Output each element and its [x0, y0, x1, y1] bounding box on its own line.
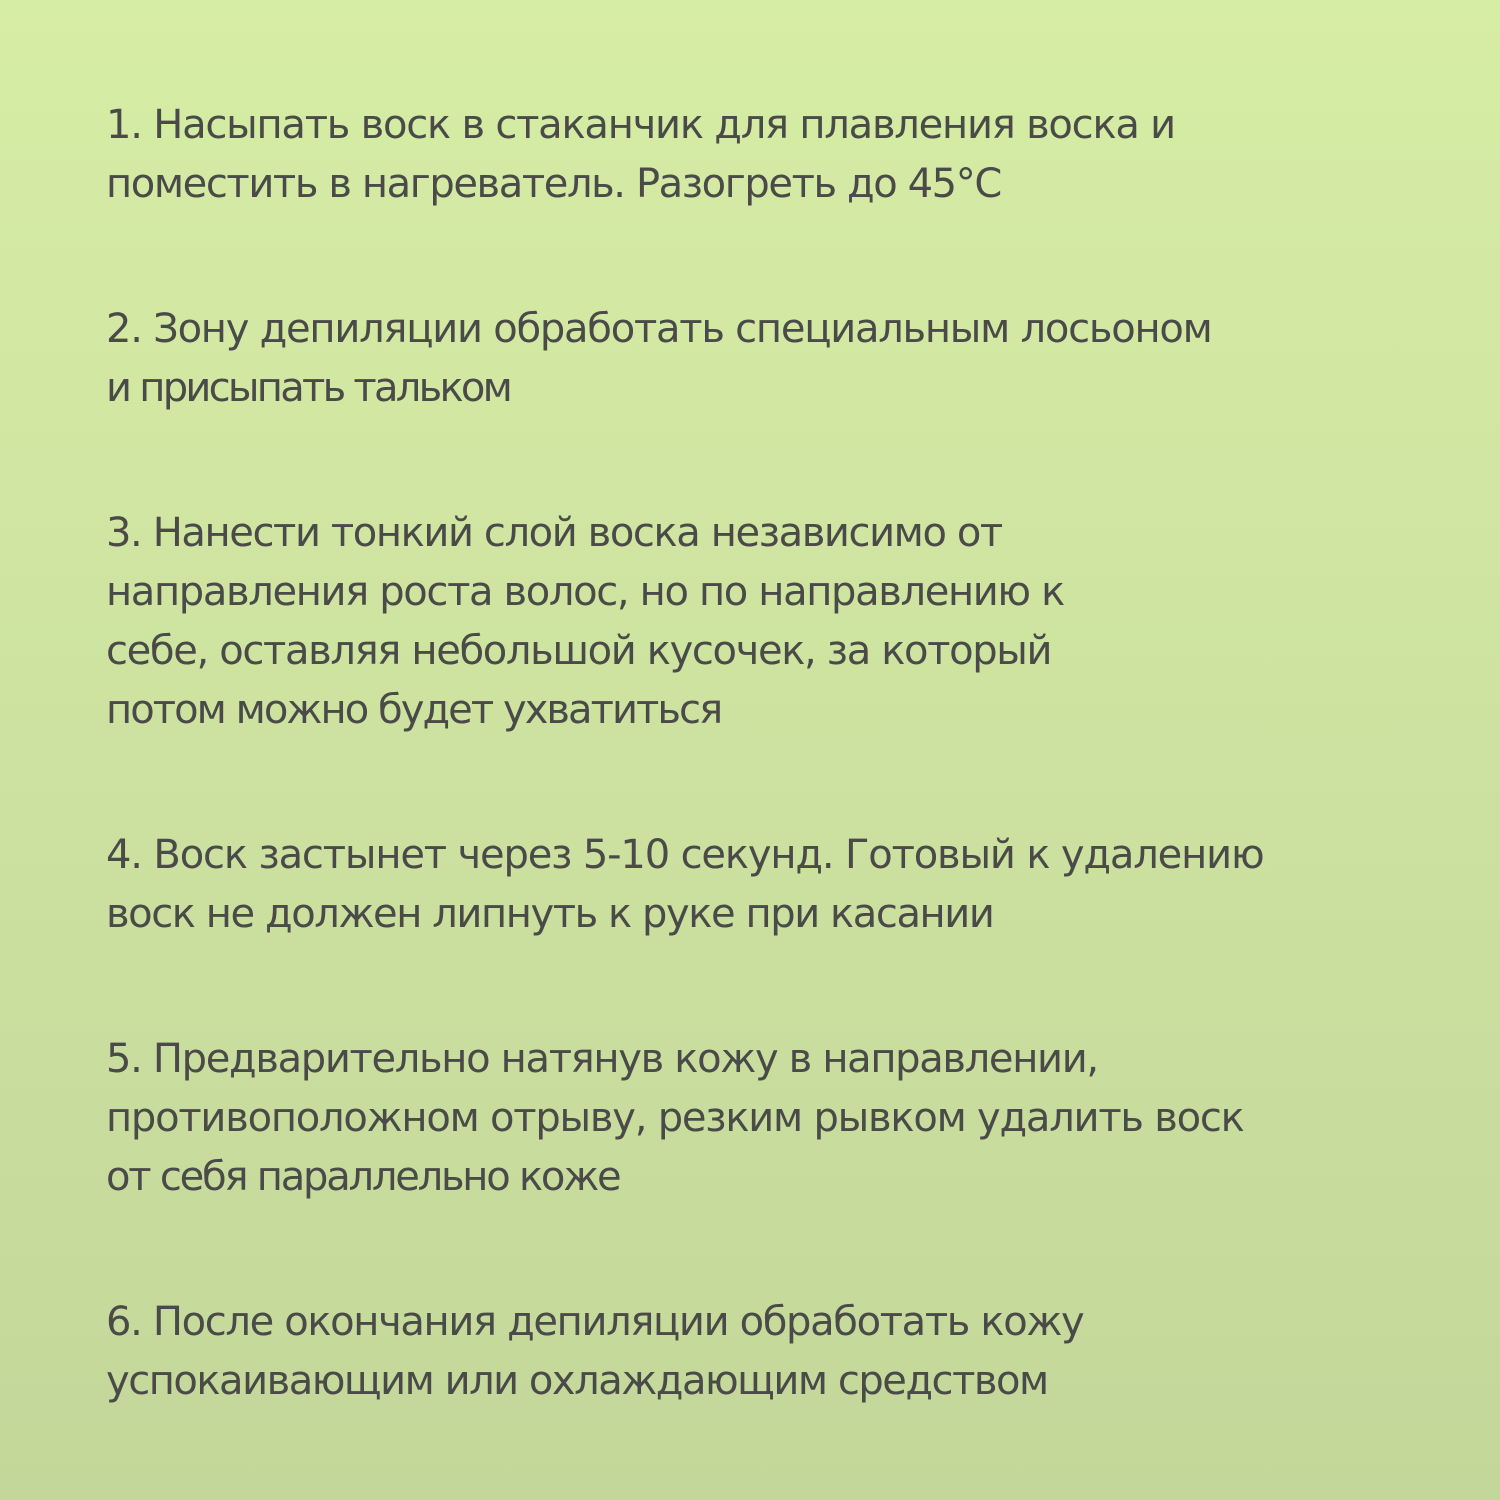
instruction-steps: [106, 96, 1426, 1411]
step-5-line-3: от себя параллельно коже: [106, 1154, 620, 1200]
step-6-line-2: успокаивающим или охлаждающим средством: [106, 1358, 1048, 1404]
step-5-line-2: противоположном отрыву, резким рывком удалить воск: [106, 1095, 1244, 1141]
step-1: [106, 96, 1426, 214]
step-3-line-2: направления роста волос, но по направлению к: [106, 569, 1064, 615]
step-6-line-1: 6. После окончания депиляции обработать кожу: [106, 1299, 1084, 1345]
step-3-line-4: потом можно будет ухватиться: [106, 687, 722, 733]
step-5-line-1: 5. Предварительно натянув кожу в направлении,: [106, 1036, 1098, 1082]
step-6: [106, 1293, 1426, 1411]
step-2: [106, 300, 1426, 418]
step-3-line-3: себе, оставляя небольшой кусочек, за который: [106, 628, 1052, 674]
step-4-line-1: 4. Воск застынет через 5-10 секунд. Готовый к удалению: [106, 832, 1264, 878]
step-3-line-1: 3. Нанести тонкий слой воска независимо от: [106, 510, 1002, 556]
step-2-line-1: 2. Зону депиляции обработать специальным лосьоном: [106, 306, 1212, 352]
step-1-line-2: поместить в нагреватель. Разогреть до 45°С: [106, 161, 1001, 207]
step-5: [106, 1030, 1426, 1207]
step-2-line-2: и присыпать тальком: [106, 365, 511, 411]
step-1-line-1: 1. Насыпать воск в стаканчик для плавления воска и: [106, 102, 1175, 148]
step-4-line-2: воск не должен липнуть к руке при касании: [106, 891, 994, 937]
step-4: [106, 826, 1426, 944]
step-3: [106, 504, 1426, 740]
